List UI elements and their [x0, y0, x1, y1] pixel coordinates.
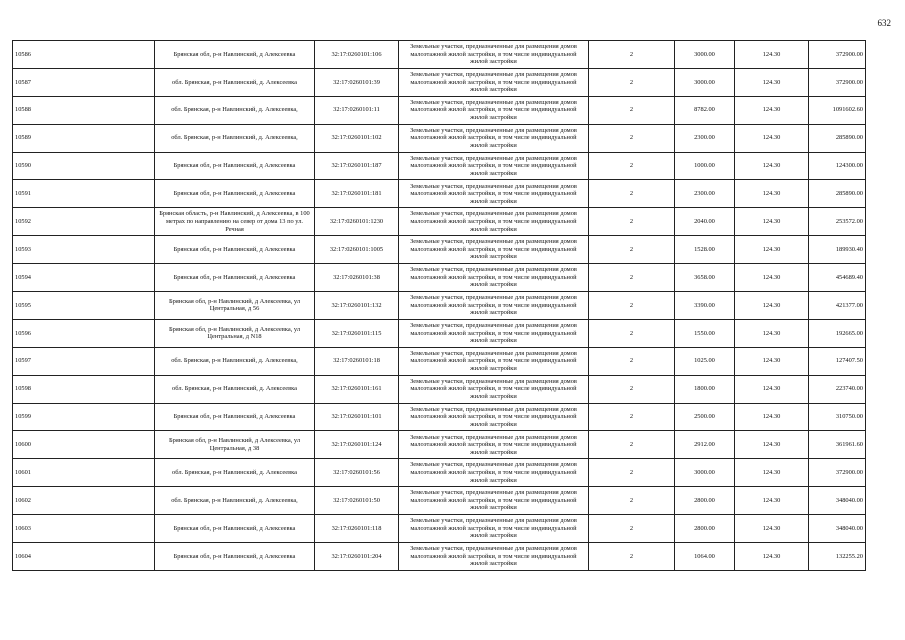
cadastral-value-cell: 421377.00 — [809, 292, 866, 320]
address-cell: обл. Брянская, р-н Навлинский, д. Алексеевка, — [155, 487, 315, 515]
specific-value-cell: 124.30 — [735, 152, 809, 180]
land-use-cell: Земельные участки, предназначенные для размещения домов малоэтажной жилой застройки, в том числе индивидуальной жилой застройки — [399, 459, 589, 487]
table-row — [13, 403, 866, 431]
address-cell: Брянская обл, р-н Навлинский, д Алексеевка — [155, 403, 315, 431]
cadastral-value-cell: 348040.00 — [809, 487, 866, 515]
category-cell: 2 — [589, 347, 675, 375]
cadastral-value-cell: 348040.00 — [809, 515, 866, 543]
cadastral-value-cell: 132255.20 — [809, 543, 866, 571]
table-row — [13, 431, 866, 459]
area-cell: 1528.00 — [675, 236, 735, 264]
table-row — [13, 487, 866, 515]
row-number: 10595 — [13, 292, 155, 320]
table-body — [13, 41, 866, 571]
cadastral-value-cell: 285890.00 — [809, 180, 866, 208]
area-cell: 2500.00 — [675, 403, 735, 431]
address-cell: обл. Брянская, р-н Навлинский, д. Алексеевка — [155, 375, 315, 403]
cadastral-number-cell: 32:17:0260101:50 — [315, 487, 399, 515]
land-use-cell: Земельные участки, предназначенные для размещения домов малоэтажной жилой застройки, в том числе индивидуальной жилой застройки — [399, 68, 589, 96]
cadastral-value-cell: 1091602.60 — [809, 96, 866, 124]
cadastral-value-cell: 372900.00 — [809, 68, 866, 96]
area-cell: 1000.00 — [675, 152, 735, 180]
specific-value-cell: 124.30 — [735, 459, 809, 487]
land-use-cell: Земельные участки, предназначенные для размещения домов малоэтажной жилой застройки, в том числе индивидуальной жилой застройки — [399, 41, 589, 69]
address-cell: Брянская обл, р-н Навлинский, д Алексеевка, ул Центральная, д 38 — [155, 431, 315, 459]
cadastral-number-cell: 32:17:0260101:39 — [315, 68, 399, 96]
specific-value-cell: 124.30 — [735, 41, 809, 69]
address-cell: Брянская обл, р-н Навлинский, д Алексеевка — [155, 236, 315, 264]
address-cell: Брянская обл, р-н Навлинский, д Алексеевка — [155, 152, 315, 180]
row-number: 10601 — [13, 459, 155, 487]
area-cell: 2300.00 — [675, 124, 735, 152]
land-use-cell: Земельные участки, предназначенные для размещения домов малоэтажной жилой застройки, в том числе индивидуальной жилой застройки — [399, 124, 589, 152]
land-use-cell: Земельные участки, предназначенные для размещения домов малоэтажной жилой застройки, в том числе индивидуальной жилой застройки — [399, 319, 589, 347]
land-use-cell: Земельные участки, предназначенные для размещения домов малоэтажной жилой застройки, в том числе индивидуальной жилой застройки — [399, 152, 589, 180]
land-use-cell: Земельные участки, предназначенные для размещения домов малоэтажной жилой застройки, в том числе индивидуальной жилой застройки — [399, 487, 589, 515]
table-row — [13, 96, 866, 124]
area-cell: 2800.00 — [675, 487, 735, 515]
row-number: 10590 — [13, 152, 155, 180]
table-row — [13, 375, 866, 403]
cadastral-number-cell: 32:17:0260101:11 — [315, 96, 399, 124]
category-cell: 2 — [589, 487, 675, 515]
row-number: 10598 — [13, 375, 155, 403]
specific-value-cell: 124.30 — [735, 96, 809, 124]
cadastral-number-cell: 32:17:0260101:18 — [315, 347, 399, 375]
land-use-cell: Земельные участки, предназначенные для размещения домов малоэтажной жилой застройки, в том числе индивидуальной жилой застройки — [399, 375, 589, 403]
specific-value-cell: 124.30 — [735, 68, 809, 96]
cadastral-number-cell: 32:17:0260101:1005 — [315, 236, 399, 264]
area-cell: 2300.00 — [675, 180, 735, 208]
land-use-cell: Земельные участки, предназначенные для размещения домов малоэтажной жилой застройки, в том числе индивидуальной жилой застройки — [399, 264, 589, 292]
area-cell: 3390.00 — [675, 292, 735, 320]
cadastral-value-cell: 372900.00 — [809, 459, 866, 487]
address-cell: Брянская обл, р-н Навлинский, д Алексеевка, ул Центральная, д N18 — [155, 319, 315, 347]
cadastral-value-cell: 310750.00 — [809, 403, 866, 431]
specific-value-cell: 124.30 — [735, 124, 809, 152]
cadastral-value-cell: 223740.00 — [809, 375, 866, 403]
row-number: 10602 — [13, 487, 155, 515]
category-cell: 2 — [589, 124, 675, 152]
row-number: 10596 — [13, 319, 155, 347]
area-cell: 2040.00 — [675, 208, 735, 236]
cadastral-value-cell: 285890.00 — [809, 124, 866, 152]
land-use-cell: Земельные участки, предназначенные для размещения домов малоэтажной жилой застройки, в том числе индивидуальной жилой застройки — [399, 236, 589, 264]
table-row — [13, 236, 866, 264]
row-number: 10599 — [13, 403, 155, 431]
cadastral-value-cell: 124300.00 — [809, 152, 866, 180]
land-use-cell: Земельные участки, предназначенные для размещения домов малоэтажной жилой застройки, в том числе индивидуальной жилой застройки — [399, 347, 589, 375]
category-cell: 2 — [589, 431, 675, 459]
table-row — [13, 208, 866, 236]
address-cell: обл. Брянская, р-н Навлинский, д. Алексеевка, — [155, 124, 315, 152]
specific-value-cell: 124.30 — [735, 403, 809, 431]
cadastral-value-cell: 192665.00 — [809, 319, 866, 347]
specific-value-cell: 124.30 — [735, 180, 809, 208]
area-cell: 1025.00 — [675, 347, 735, 375]
cadastral-number-cell: 32:17:0260101:204 — [315, 543, 399, 571]
cadastral-number-cell: 32:17:0260101:56 — [315, 459, 399, 487]
cadastral-value-cell: 361961.60 — [809, 431, 866, 459]
specific-value-cell: 124.30 — [735, 431, 809, 459]
category-cell: 2 — [589, 375, 675, 403]
table-row — [13, 68, 866, 96]
category-cell: 2 — [589, 208, 675, 236]
land-use-cell: Земельные участки, предназначенные для размещения домов малоэтажной жилой застройки, в том числе индивидуальной жилой застройки — [399, 431, 589, 459]
land-use-cell: Земельные участки, предназначенные для размещения домов малоэтажной жилой застройки, в том числе индивидуальной жилой застройки — [399, 180, 589, 208]
row-number: 10600 — [13, 431, 155, 459]
cadastral-value-table — [12, 40, 866, 571]
category-cell: 2 — [589, 319, 675, 347]
land-use-cell: Земельные участки, предназначенные для размещения домов малоэтажной жилой застройки, в том числе индивидуальной жилой застройки — [399, 515, 589, 543]
area-cell: 8782.00 — [675, 96, 735, 124]
cadastral-value-cell: 189930.40 — [809, 236, 866, 264]
address-cell: Брянская обл, р-н Навлинский, д Алексеевка — [155, 515, 315, 543]
area-cell: 3000.00 — [675, 68, 735, 96]
cadastral-number-cell: 32:17:0260101:161 — [315, 375, 399, 403]
category-cell: 2 — [589, 515, 675, 543]
row-number: 10586 — [13, 41, 155, 69]
cadastral-value-cell: 454689.40 — [809, 264, 866, 292]
specific-value-cell: 124.30 — [735, 487, 809, 515]
specific-value-cell: 124.30 — [735, 515, 809, 543]
cadastral-number-cell: 32:17:0260101:181 — [315, 180, 399, 208]
cadastral-number-cell: 32:17:0260101:106 — [315, 41, 399, 69]
cadastral-number-cell: 32:17:0260101:102 — [315, 124, 399, 152]
address-cell: Брянская обл, р-н Навлинский, д Алексеевка — [155, 41, 315, 69]
row-number: 10591 — [13, 180, 155, 208]
table-row — [13, 347, 866, 375]
specific-value-cell: 124.30 — [735, 292, 809, 320]
land-use-cell: Земельные участки, предназначенные для размещения домов малоэтажной жилой застройки, в том числе индивидуальной жилой застройки — [399, 96, 589, 124]
row-number: 10588 — [13, 96, 155, 124]
area-cell: 2912.00 — [675, 431, 735, 459]
table-row — [13, 152, 866, 180]
land-use-cell: Земельные участки, предназначенные для размещения домов малоэтажной жилой застройки, в том числе индивидуальной жилой застройки — [399, 543, 589, 571]
category-cell: 2 — [589, 236, 675, 264]
row-number: 10589 — [13, 124, 155, 152]
cadastral-value-cell: 372900.00 — [809, 41, 866, 69]
table-row — [13, 180, 866, 208]
specific-value-cell: 124.30 — [735, 264, 809, 292]
address-cell: Брянская обл, р-н Навлинский, д Алексеевка — [155, 543, 315, 571]
category-cell: 2 — [589, 543, 675, 571]
area-cell: 3658.00 — [675, 264, 735, 292]
row-number: 10604 — [13, 543, 155, 571]
address-cell: обл. Брянская, р-н Навлинский, д. Алексеевка — [155, 459, 315, 487]
page-number: 632 — [877, 18, 891, 28]
category-cell: 2 — [589, 68, 675, 96]
category-cell: 2 — [589, 264, 675, 292]
land-use-cell: Земельные участки, предназначенные для размещения домов малоэтажной жилой застройки, в том числе индивидуальной жилой застройки — [399, 403, 589, 431]
table-row — [13, 319, 866, 347]
table-row — [13, 459, 866, 487]
area-cell: 1550.00 — [675, 319, 735, 347]
cadastral-value-cell: 127407.50 — [809, 347, 866, 375]
area-cell: 3000.00 — [675, 41, 735, 69]
cadastral-number-cell: 32:17:0260101:118 — [315, 515, 399, 543]
address-cell: обл. Брянская, р-н Навлинский, д. Алексеевка — [155, 68, 315, 96]
table-row — [13, 515, 866, 543]
land-use-cell: Земельные участки, предназначенные для размещения домов малоэтажной жилой застройки, в том числе индивидуальной жилой застройки — [399, 208, 589, 236]
table-row — [13, 124, 866, 152]
address-cell: Брянская область, р-н Навлинский, д Алексеевка, в 100 метрах по направлению на север от дома 13 по ул. Речная — [155, 208, 315, 236]
cadastral-number-cell: 32:17:0260101:101 — [315, 403, 399, 431]
address-cell: Брянская обл, р-н Навлинский, д Алексеевка, ул Центральная, д 56 — [155, 292, 315, 320]
category-cell: 2 — [589, 41, 675, 69]
address-cell: обл. Брянская, р-н Навлинский, д. Алексеевка, — [155, 96, 315, 124]
address-cell: Брянская обл, р-н Навлинский, д Алексеевка — [155, 180, 315, 208]
table-row — [13, 292, 866, 320]
specific-value-cell: 124.30 — [735, 347, 809, 375]
area-cell: 2800.00 — [675, 515, 735, 543]
category-cell: 2 — [589, 96, 675, 124]
category-cell: 2 — [589, 180, 675, 208]
row-number: 10587 — [13, 68, 155, 96]
category-cell: 2 — [589, 459, 675, 487]
area-cell: 1800.00 — [675, 375, 735, 403]
row-number: 10592 — [13, 208, 155, 236]
cadastral-number-cell: 32:17:0260101:187 — [315, 152, 399, 180]
cadastral-number-cell: 32:17:0260101:38 — [315, 264, 399, 292]
row-number: 10597 — [13, 347, 155, 375]
area-cell: 3000.00 — [675, 459, 735, 487]
category-cell: 2 — [589, 403, 675, 431]
cadastral-number-cell: 32:17:0260101:132 — [315, 292, 399, 320]
address-cell: Брянская обл, р-н Навлинский, д Алексеевка — [155, 264, 315, 292]
table-row — [13, 264, 866, 292]
cadastral-number-cell: 32:17:0260101:115 — [315, 319, 399, 347]
specific-value-cell: 124.30 — [735, 319, 809, 347]
category-cell: 2 — [589, 292, 675, 320]
cadastral-number-cell: 32:17:0260101:1230 — [315, 208, 399, 236]
land-use-cell: Земельные участки, предназначенные для размещения домов малоэтажной жилой застройки, в том числе индивидуальной жилой застройки — [399, 292, 589, 320]
address-cell: обл. Брянская, р-н Навлинский, д. Алексеевка, — [155, 347, 315, 375]
category-cell: 2 — [589, 152, 675, 180]
row-number: 10603 — [13, 515, 155, 543]
cadastral-value-cell: 253572.00 — [809, 208, 866, 236]
specific-value-cell: 124.30 — [735, 236, 809, 264]
specific-value-cell: 124.30 — [735, 543, 809, 571]
area-cell: 1064.00 — [675, 543, 735, 571]
table-row — [13, 41, 866, 69]
row-number: 10594 — [13, 264, 155, 292]
cadastral-number-cell: 32:17:0260101:124 — [315, 431, 399, 459]
specific-value-cell: 124.30 — [735, 375, 809, 403]
table-row — [13, 543, 866, 571]
specific-value-cell: 124.30 — [735, 208, 809, 236]
row-number: 10593 — [13, 236, 155, 264]
